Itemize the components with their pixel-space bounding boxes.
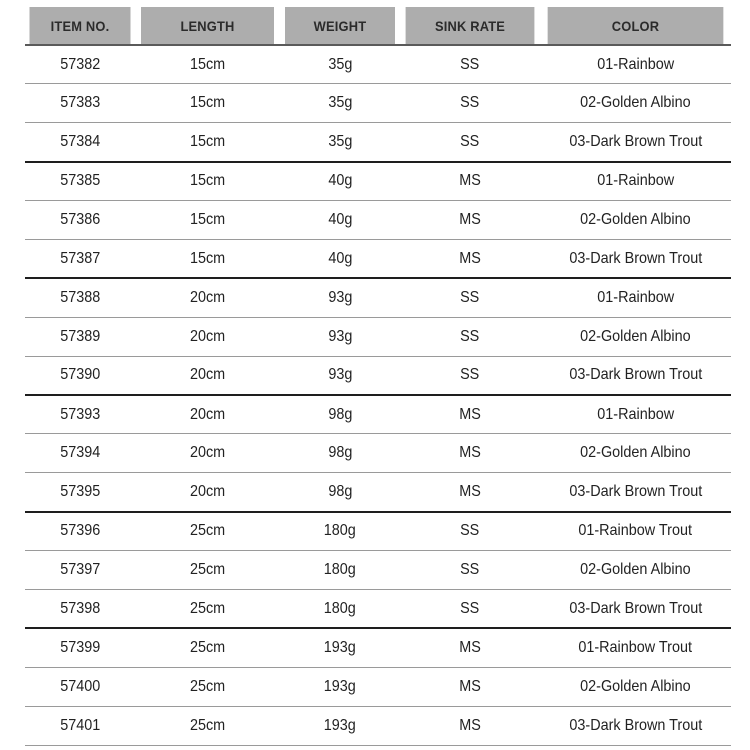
color-cell-text: 03-Dark Brown Trout — [569, 249, 702, 267]
sink-rate-cell — [400, 45, 540, 84]
color-cell-text: 02-Golden Albino — [580, 444, 691, 462]
item-no-cell-text: 57400 — [59, 677, 101, 695]
color-cell-text: 01-Rainbow — [597, 289, 674, 307]
color-cell — [540, 473, 731, 512]
color-cell — [540, 706, 731, 745]
item-no-cell — [25, 239, 135, 278]
length-cell-text: 15cm — [189, 55, 226, 73]
item-no-cell-text: 57384 — [59, 132, 101, 150]
color-cell-text: 03-Dark Brown Trout — [569, 716, 702, 734]
color-cell — [540, 201, 731, 240]
sink-rate-cell — [400, 512, 540, 551]
weight-cell-text: 35g — [327, 94, 353, 112]
table-row — [25, 434, 731, 473]
item-no-cell-text: 57382 — [59, 55, 101, 73]
sink-rate-cell — [400, 667, 540, 706]
weight-cell — [280, 628, 400, 667]
color-cell — [540, 434, 731, 473]
sink-rate-cell — [400, 473, 540, 512]
item-no-cell — [25, 512, 135, 551]
color-cell — [540, 45, 731, 84]
item-no-cell-text: 57394 — [59, 444, 101, 462]
color-cell — [540, 512, 731, 551]
weight-cell-text: 193g — [323, 639, 357, 657]
sink-rate-cell — [400, 123, 540, 162]
weight-cell-text: 98g — [327, 482, 353, 500]
length-cell-text: 20cm — [189, 444, 226, 462]
length-cell-text: 15cm — [189, 132, 226, 150]
sink-rate-cell — [400, 589, 540, 628]
length-cell-text: 15cm — [189, 94, 226, 112]
color-cell-text: 03-Dark Brown Trout — [569, 599, 702, 617]
item-no-cell — [25, 45, 135, 84]
item-no-cell-text: 57387 — [59, 249, 101, 267]
length-cell — [135, 628, 280, 667]
table-row — [25, 123, 731, 162]
sink-rate-cell-text: SS — [460, 327, 480, 345]
item-no-cell — [25, 395, 135, 434]
length-cell — [135, 123, 280, 162]
sink-rate-cell-text: MS — [459, 716, 481, 734]
item-no-cell — [25, 123, 135, 162]
color-cell — [540, 239, 731, 278]
product-spec-table — [25, 7, 731, 746]
sink-rate-cell — [400, 395, 540, 434]
color-cell — [540, 123, 731, 162]
table-header — [25, 7, 731, 45]
weight-cell — [280, 239, 400, 278]
weight-cell-text: 193g — [323, 677, 357, 695]
sink-rate-cell-text: MS — [459, 405, 481, 423]
sink-rate-cell-text: MS — [459, 249, 481, 267]
color-cell-text: 03-Dark Brown Trout — [569, 132, 702, 150]
item-no-cell-text: 57385 — [59, 172, 101, 190]
table-row — [25, 667, 731, 706]
sink-rate-cell-text: SS — [460, 132, 480, 150]
length-cell — [135, 589, 280, 628]
table-row — [25, 45, 731, 84]
weight-cell — [280, 356, 400, 395]
weight-cell-text: 98g — [327, 444, 353, 462]
length-cell-text: 15cm — [189, 172, 226, 190]
color-cell — [540, 317, 731, 356]
sink-rate-cell — [400, 356, 540, 395]
color-cell-text: 01-Rainbow — [597, 405, 674, 423]
length-cell-text: 20cm — [189, 289, 226, 307]
sink-rate-cell-text: SS — [460, 561, 480, 579]
color-cell-text: 03-Dark Brown Trout — [569, 366, 702, 384]
length-cell — [135, 434, 280, 473]
item-no-cell — [25, 84, 135, 123]
item-no-cell — [25, 706, 135, 745]
weight-cell — [280, 551, 400, 590]
weight-cell — [280, 123, 400, 162]
sink-rate-cell — [400, 628, 540, 667]
sink-rate-cell — [400, 162, 540, 201]
table-row — [25, 395, 731, 434]
table-row — [25, 201, 731, 240]
weight-cell — [280, 473, 400, 512]
sink-rate-cell-text: MS — [459, 482, 481, 500]
weight-cell-text: 35g — [327, 132, 353, 150]
weight-cell — [280, 278, 400, 317]
item-no-cell — [25, 551, 135, 590]
item-no-cell — [25, 434, 135, 473]
sink-rate-cell-text: SS — [460, 289, 480, 307]
sink-rate-cell — [400, 278, 540, 317]
table-row — [25, 551, 731, 590]
item-no-cell — [25, 589, 135, 628]
weight-cell-text: 93g — [327, 289, 353, 307]
table-row — [25, 628, 731, 667]
item-no-cell-text: 57386 — [59, 211, 101, 228]
length-cell-text: 15cm — [189, 249, 226, 267]
color-cell — [540, 356, 731, 395]
length-cell-text: 25cm — [189, 561, 226, 579]
sink-rate-cell — [400, 434, 540, 473]
sink-rate-cell-text: MS — [459, 211, 481, 228]
item-no-cell — [25, 317, 135, 356]
item-no-cell-text: 57401 — [59, 716, 101, 734]
weight-cell — [280, 434, 400, 473]
color-cell — [540, 395, 731, 434]
color-cell-text: 02-Golden Albino — [580, 211, 691, 228]
weight-cell — [280, 84, 400, 123]
column-header-color: COLOR — [548, 7, 724, 45]
sink-rate-cell-text: SS — [460, 94, 480, 112]
length-cell — [135, 278, 280, 317]
weight-cell-text: 93g — [327, 366, 353, 384]
color-cell — [540, 667, 731, 706]
item-no-cell — [25, 162, 135, 201]
weight-cell — [280, 706, 400, 745]
sink-rate-cell — [400, 706, 540, 745]
weight-cell-text: 40g — [327, 211, 353, 228]
item-no-cell-text: 57393 — [59, 405, 101, 423]
weight-cell — [280, 667, 400, 706]
length-cell-text: 25cm — [189, 677, 226, 695]
column-header-weight: WEIGHT — [285, 7, 395, 45]
weight-cell-text: 193g — [323, 716, 357, 734]
length-cell — [135, 473, 280, 512]
weight-cell — [280, 395, 400, 434]
table-row — [25, 356, 731, 395]
sink-rate-cell — [400, 551, 540, 590]
length-cell — [135, 84, 280, 123]
item-no-cell — [25, 667, 135, 706]
length-cell — [135, 551, 280, 590]
table-row — [25, 512, 731, 551]
sink-rate-cell-text: MS — [459, 172, 481, 190]
length-cell-text: 25cm — [189, 639, 226, 657]
length-cell-text: 15cm — [189, 211, 226, 228]
length-cell — [135, 239, 280, 278]
weight-cell-text: 180g — [323, 599, 357, 617]
length-cell-text: 25cm — [189, 522, 226, 540]
color-cell-text: 02-Golden Albino — [580, 677, 691, 695]
length-cell — [135, 512, 280, 551]
weight-cell — [280, 162, 400, 201]
item-no-cell-text: 57399 — [59, 639, 101, 657]
color-cell-text: 01-Rainbow Trout — [578, 522, 693, 540]
table-row — [25, 589, 731, 628]
length-cell-text: 20cm — [189, 405, 226, 423]
table-row — [25, 239, 731, 278]
sink-rate-cell-text: SS — [460, 599, 480, 617]
color-cell-text: 02-Golden Albino — [580, 561, 691, 579]
color-cell — [540, 551, 731, 590]
item-no-cell-text: 57390 — [59, 366, 101, 384]
item-no-cell — [25, 356, 135, 395]
table-row — [25, 278, 731, 317]
item-no-cell-text: 57383 — [59, 94, 101, 112]
table-body — [25, 45, 731, 745]
color-cell-text: 02-Golden Albino — [580, 94, 691, 112]
sink-rate-cell-text: MS — [459, 639, 481, 657]
item-no-cell-text: 57395 — [59, 482, 101, 500]
weight-cell-text: 98g — [327, 405, 353, 423]
sink-rate-cell-text: MS — [459, 677, 481, 695]
item-no-cell-text: 57398 — [59, 599, 101, 617]
weight-cell-text: 93g — [327, 327, 353, 345]
length-cell — [135, 395, 280, 434]
weight-cell — [280, 45, 400, 84]
item-no-cell — [25, 278, 135, 317]
sink-rate-cell — [400, 317, 540, 356]
weight-cell — [280, 589, 400, 628]
length-cell — [135, 162, 280, 201]
item-no-cell — [25, 201, 135, 240]
sink-rate-cell-text: SS — [460, 55, 480, 73]
length-cell — [135, 667, 280, 706]
item-no-cell-text: 57397 — [59, 561, 101, 579]
sink-rate-cell — [400, 84, 540, 123]
column-header-sink-rate: SINK RATE — [406, 7, 535, 45]
length-cell — [135, 356, 280, 395]
sink-rate-cell-text: SS — [460, 366, 480, 384]
color-cell-text: 01-Rainbow — [597, 172, 674, 190]
weight-cell-text: 180g — [323, 522, 357, 540]
length-cell-text: 25cm — [189, 716, 226, 734]
length-cell-text: 20cm — [189, 327, 226, 345]
color-cell — [540, 628, 731, 667]
length-cell-text: 20cm — [189, 482, 226, 500]
length-cell — [135, 45, 280, 84]
length-cell — [135, 201, 280, 240]
color-cell-text: 01-Rainbow — [597, 55, 674, 73]
item-no-cell-text: 57396 — [59, 522, 101, 540]
item-no-cell-text: 57388 — [59, 289, 101, 307]
color-cell-text: 01-Rainbow Trout — [578, 639, 693, 657]
sink-rate-cell-text: SS — [460, 522, 480, 540]
weight-cell-text: 40g — [327, 172, 353, 190]
color-cell-text: 02-Golden Albino — [580, 327, 691, 345]
length-cell-text: 25cm — [189, 599, 226, 617]
weight-cell-text: 35g — [327, 55, 353, 73]
table-row — [25, 473, 731, 512]
length-cell — [135, 317, 280, 356]
length-cell — [135, 706, 280, 745]
item-no-cell — [25, 628, 135, 667]
sink-rate-cell-text: MS — [459, 444, 481, 462]
table-row — [25, 706, 731, 745]
column-header-item-no: ITEM NO. — [29, 7, 130, 45]
sink-rate-cell — [400, 239, 540, 278]
color-cell — [540, 162, 731, 201]
item-no-cell — [25, 473, 135, 512]
table-row — [25, 317, 731, 356]
column-header-length: LENGTH — [141, 7, 274, 45]
sink-rate-cell — [400, 201, 540, 240]
header-row — [25, 7, 731, 45]
color-cell — [540, 278, 731, 317]
product-spec-sheet — [25, 7, 731, 746]
length-cell-text: 20cm — [189, 366, 226, 384]
weight-cell-text: 180g — [323, 561, 357, 579]
color-cell — [540, 589, 731, 628]
color-cell-text: 03-Dark Brown Trout — [569, 482, 702, 500]
item-no-cell-text: 57389 — [59, 327, 101, 345]
weight-cell — [280, 512, 400, 551]
weight-cell — [280, 317, 400, 356]
color-cell — [540, 84, 731, 123]
table-row — [25, 84, 731, 123]
table-row — [25, 162, 731, 201]
weight-cell-text: 40g — [327, 249, 353, 267]
weight-cell — [280, 201, 400, 240]
